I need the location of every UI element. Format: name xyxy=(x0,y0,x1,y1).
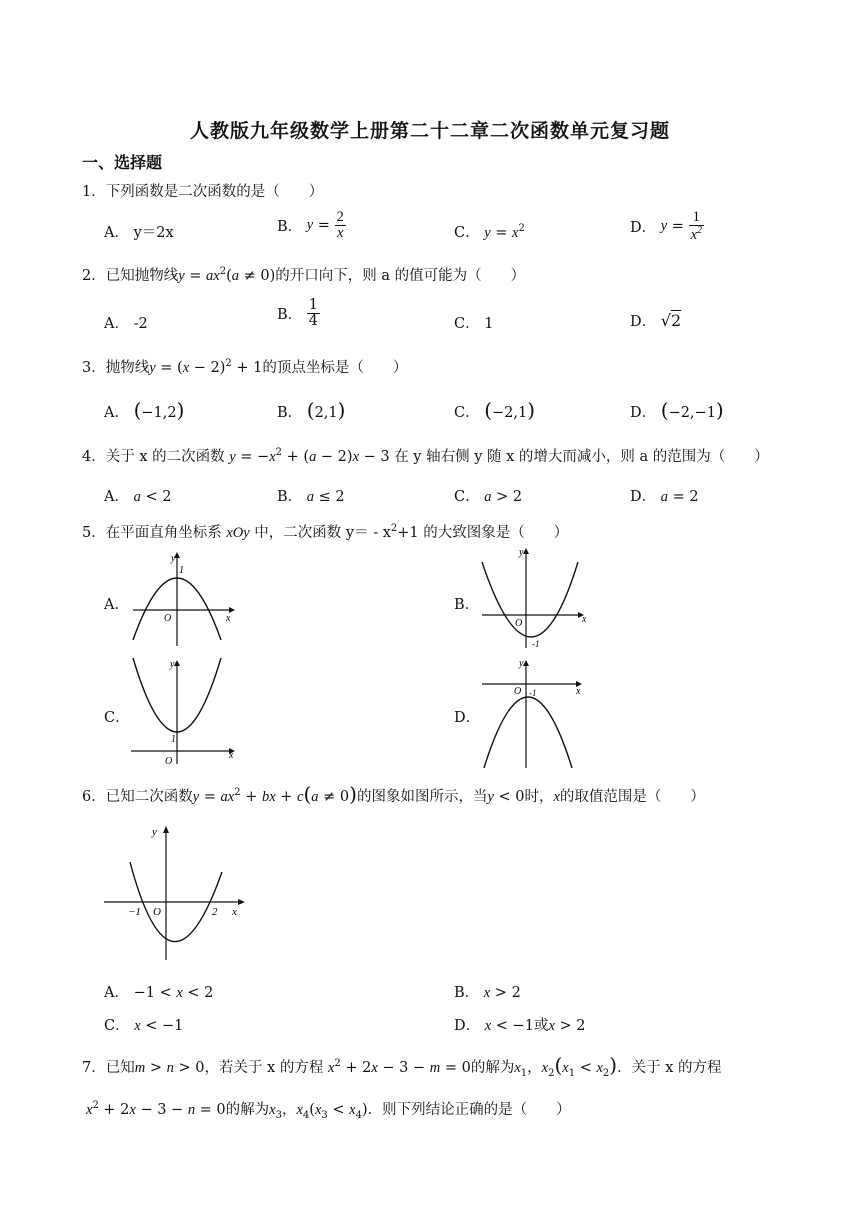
question-stem: 的解为 xyxy=(470,1060,515,1076)
option-label: A． xyxy=(104,405,129,421)
option-label: B． xyxy=(277,405,303,421)
question-stem: 抛物线 xyxy=(105,360,150,376)
question-4: 4．关于 x 的二次函数 $y = -x^2 + (a - 2)x - 3$ 在 y 轴右侧 y 随 x 的增大而减小，则 a 的范围为（ ） xyxy=(82,447,769,465)
question-stem: 已知 xyxy=(105,1060,135,1076)
question-stem: 在平面直角坐标系 xyxy=(105,525,222,541)
option-label: C． xyxy=(454,405,480,421)
x-label: x xyxy=(576,686,581,697)
question-number: 7． xyxy=(82,1060,106,1076)
q3-option-c[interactable]: C． (−2,1) xyxy=(454,398,536,422)
parabola xyxy=(484,697,572,768)
q2-option-b[interactable] xyxy=(277,298,320,329)
option-label: A． xyxy=(104,316,129,332)
tick-label: −1 xyxy=(128,906,141,918)
origin-label: O xyxy=(164,613,172,624)
option-label: B． xyxy=(277,307,303,324)
origin-label: O xyxy=(153,906,161,918)
option-label: C． xyxy=(104,1018,130,1034)
fraction: $\frac{2}{x}$ xyxy=(336,209,344,242)
q5-graph-c xyxy=(125,654,245,766)
q2-option-c[interactable] xyxy=(454,312,493,333)
option-text: 或 xyxy=(533,1018,549,1034)
question-stem: 中，二次函数 y＝ - x xyxy=(254,525,391,541)
option-label: D． xyxy=(630,314,657,330)
option-label: D． xyxy=(630,405,657,421)
question-stem: ．关于 x 的方程 xyxy=(617,1060,722,1076)
question-stem: 的顶点坐标是（ ） xyxy=(262,360,408,376)
tick-label: -1 xyxy=(532,639,540,649)
question-stem: +1 的大致图象是（ ） xyxy=(397,525,569,541)
origin-label: O xyxy=(515,618,523,629)
question-number: 5． xyxy=(82,525,106,541)
question-stem: 已知抛物线 xyxy=(105,268,179,284)
question-7-line-1: 7．已知m > n > 0，若关于 x 的方程 $x^2 + 2x - 3 - m = 0$的解为$x_1$，$x_2(x_1 < x_2)$．关于 x 的方程 xyxy=(82,1053,722,1079)
question-5: 5．在平面直角坐标系 xOy 中，二次函数 $y= - x^2+1$ 的大致图象是（ ） xyxy=(82,523,569,541)
q6-option-d[interactable]: D． x < −1或x > 2 xyxy=(454,1018,586,1034)
question-number: 3． xyxy=(82,360,106,376)
option-label: D． xyxy=(454,1018,481,1034)
option-label: C． xyxy=(454,316,480,332)
option-label: B． xyxy=(454,985,480,1001)
tick-label: -1 xyxy=(529,688,537,698)
question-2: 2．已知抛物线$y = ax^2(a \ne 0)$的开口向下，则 a 的值可能为（ ） xyxy=(82,266,526,284)
page-title: 人教版九年级数学上册第二十二章二次函数单元复习题 xyxy=(189,120,670,142)
question-stem: 的取值范围是（ ） xyxy=(559,789,705,805)
option-label: A． xyxy=(104,489,129,505)
option-label: D． xyxy=(630,220,657,237)
y-arrow-icon xyxy=(523,660,529,666)
q5-option-d[interactable] xyxy=(454,706,480,727)
q1-option-a[interactable] xyxy=(104,221,174,242)
question-stem: 在 y 轴右侧 y 随 x 的增大而减小，则 a 的范围为（ ） xyxy=(394,449,769,465)
question-stem: 下列函数是二次函数的是（ ） xyxy=(105,184,324,200)
tick-label: 1 xyxy=(171,734,176,745)
question-stem: 时， xyxy=(524,789,554,805)
question-stem: 的开口向下，则 a 的值可能为（ ） xyxy=(275,268,526,284)
option-label: B． xyxy=(277,489,303,505)
q2-option-a[interactable] xyxy=(104,312,148,333)
fraction: $\frac{1}{4}$ xyxy=(308,297,318,330)
q4-option-a[interactable]: A． a < 2 xyxy=(104,489,172,505)
question-stem: 的解为 xyxy=(225,1102,270,1118)
q5-graph-b xyxy=(478,542,598,650)
tick-label: 1 xyxy=(179,565,184,576)
question-stem: 已知二次函数 xyxy=(105,789,193,805)
x-label: x xyxy=(229,750,234,761)
question-stem: 关于 x 的二次函数 xyxy=(105,449,225,465)
option-label: B． xyxy=(277,219,303,236)
origin-label: O xyxy=(514,686,522,697)
q5-option-b[interactable] xyxy=(454,593,479,614)
q5-graph-d xyxy=(478,654,598,770)
q6-option-a[interactable]: A． −1 < x < 2 xyxy=(104,985,214,1001)
option-label: B． xyxy=(454,597,480,613)
y-label: y xyxy=(171,553,176,564)
option-label: C． xyxy=(104,710,130,726)
question-stem: 的图象如图所示，当 xyxy=(356,789,488,805)
option-label: A． xyxy=(104,225,129,241)
fraction: $\frac{1}{x^2}$ xyxy=(690,209,702,244)
tick-label: 2 xyxy=(212,906,218,918)
option-text: y＝2x xyxy=(133,225,174,241)
parabola xyxy=(482,562,578,637)
q3-option-b[interactable]: B． (2,1) xyxy=(277,398,346,422)
x-label: x xyxy=(582,614,587,625)
question-number: 6． xyxy=(82,789,106,805)
x-arrow-icon xyxy=(238,899,245,905)
question-3: 3．抛物线$y = (x - 2)^2 + 1$的顶点坐标是（ ） xyxy=(82,358,408,376)
question-stem: ．则下列结论正确的是（ ） xyxy=(367,1102,571,1118)
q3-option-a[interactable]: A． (−1,2) xyxy=(104,398,185,422)
option-label: D． xyxy=(454,710,481,726)
option-label: D． xyxy=(630,489,657,505)
option-text: -2 xyxy=(133,316,148,332)
q5-graph-a xyxy=(125,548,245,648)
q2-option-d[interactable]: D． √2 xyxy=(630,311,682,330)
q4-option-c[interactable]: C． a > 2 xyxy=(454,489,523,505)
question-1 xyxy=(82,180,323,201)
q6-option-c[interactable]: C． x < −1 xyxy=(104,1018,184,1034)
option-label: C． xyxy=(454,225,480,241)
y-arrow-icon xyxy=(163,826,169,833)
question-number: 1． xyxy=(82,184,106,200)
option-label: C． xyxy=(454,489,480,505)
x-label: x xyxy=(232,906,237,918)
q4-option-d[interactable]: D． a = 2 xyxy=(630,489,699,505)
q6-option-b[interactable]: B． x > 2 xyxy=(454,985,521,1001)
y-label: y xyxy=(152,826,157,838)
q1-option-b[interactable]: B． y = $\frac{2}{x}$ xyxy=(277,209,344,242)
option-label: A． xyxy=(104,597,129,613)
origin-label: O xyxy=(165,756,173,766)
option-label: A． xyxy=(104,985,129,1001)
q1-option-d[interactable]: D． y = $\frac{1}{x^2}$ xyxy=(630,209,702,244)
question-7-line-2: $x^2 + 2x - 3 - n = 0$的解为$x_3$，$x_4(x_3 < x_4)$．则下列结论正确的是（ ） xyxy=(86,1100,571,1121)
q4-option-b[interactable]: B． a ≤ 2 xyxy=(277,489,345,505)
y-arrow-icon xyxy=(174,660,180,666)
section-heading: 一、选择题 xyxy=(82,153,163,172)
y-arrow-icon xyxy=(523,548,529,554)
question-stem: ，若关于 x 的方程 xyxy=(204,1060,324,1076)
y-label: y xyxy=(519,547,524,558)
q3-option-d[interactable]: D． (−2,−1) xyxy=(630,398,724,422)
x-label: x xyxy=(226,613,231,624)
option-text: 1 xyxy=(484,316,494,332)
question-number: 2． xyxy=(82,268,106,284)
question-6: 6．已知二次函数$y = ax^2$ + bx + c(a ≠ 0)的图象如图所示，当y < 0时，x的取值范围是（ ） xyxy=(82,782,705,806)
y-label: y xyxy=(519,658,524,669)
q6-graph xyxy=(100,820,250,962)
y-label: y xyxy=(170,659,175,670)
q1-option-c[interactable]: C． $y = x^2$ xyxy=(454,223,525,241)
question-number: 4． xyxy=(82,449,106,465)
